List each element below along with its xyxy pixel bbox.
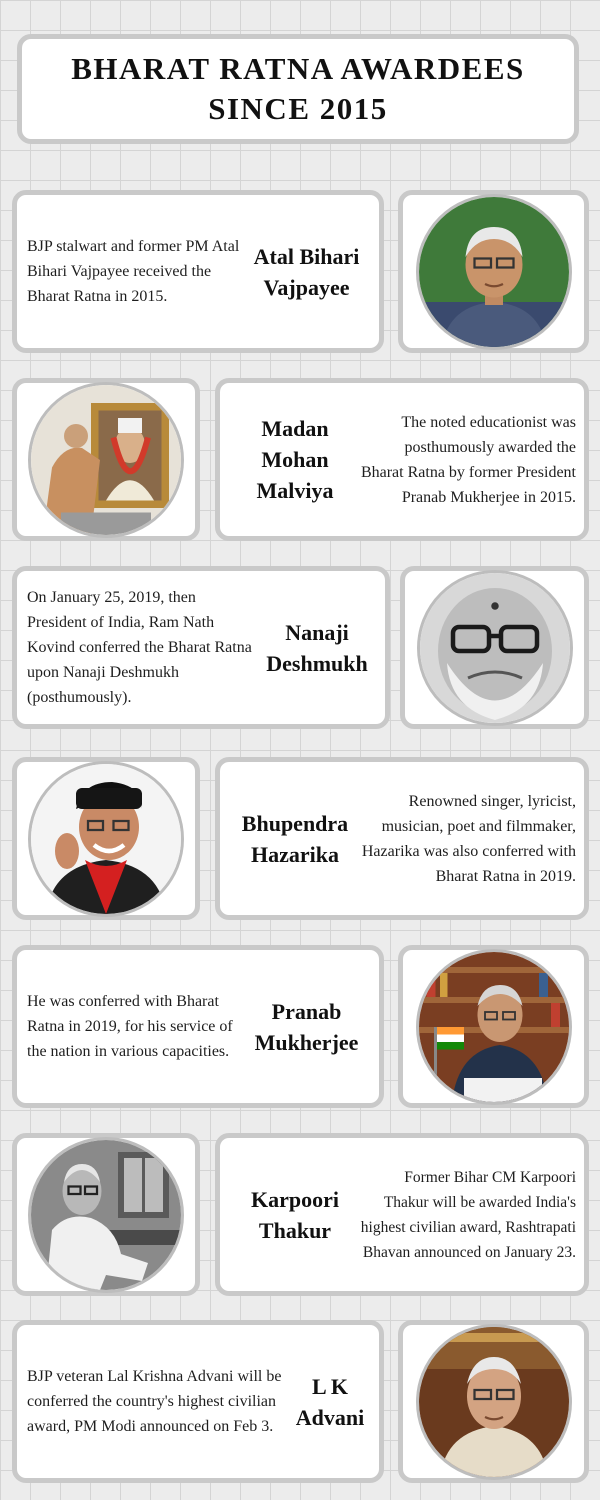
awardee-photo-card-vajpayee <box>398 190 589 353</box>
awardee-name: Atal Bihari Vajpayee <box>253 243 360 300</box>
awardee-photo-card-thakur <box>12 1133 200 1296</box>
portrait-photo-icon <box>416 949 572 1105</box>
awardee-card-thakur <box>215 1133 589 1296</box>
portrait-photo-icon <box>416 1324 572 1480</box>
portrait-photo-icon <box>28 1137 184 1293</box>
awardee-photo-card-hazarika <box>12 757 200 920</box>
portrait-photo-icon <box>28 382 184 538</box>
portrait-photo-icon <box>417 570 573 726</box>
awardee-name: L K Advani <box>295 1373 365 1430</box>
portrait-photo-icon <box>416 194 572 350</box>
awardee-card-malviya <box>215 378 589 541</box>
awardee-description: Former Bihar CM Karpoori Thakur will be awarded India's highest civilian award, Rashtrapati Bhavan announced on January 23. <box>360 1168 576 1261</box>
awardee-card-advani <box>12 1320 384 1483</box>
awardee-card-hazarika <box>215 757 589 920</box>
title-line-2: SINCE 2015 <box>208 91 388 126</box>
awardee-card-mukherjee <box>12 945 384 1108</box>
awardee-description: The noted educationist was posthumously awarded the Bharat Ratna by former President Pranab Mukherjee in 2015. <box>360 413 576 506</box>
portrait-photo-icon <box>28 761 184 917</box>
awardee-name: Bhupendra Hazarika <box>241 810 349 867</box>
page-title <box>71 49 525 129</box>
awardee-name: Madan Mohan Malviya <box>256 416 334 503</box>
awardee-description: Renowned singer, lyricist, musician, poet and filmmaker, Hazarika was also conferred with Bharat Ratna in 2019. <box>361 792 576 885</box>
title-card <box>17 34 579 144</box>
awardee-photo-card-mukherjee <box>398 945 589 1108</box>
awardee-card-deshmukh <box>12 566 390 729</box>
awardee-description: BJP stalwart and former PM Atal Bihari Vajpayee received the Bharat Ratna in 2015. <box>27 238 240 305</box>
title-line-1: BHARAT RATNA AWARDEES <box>71 51 525 86</box>
awardee-name: Nanaji Deshmukh <box>266 619 368 676</box>
awardee-photo-card-deshmukh <box>400 566 589 729</box>
awardee-name: Pranab Mukherjee <box>254 998 359 1055</box>
awardee-description: BJP veteran Lal Krishna Advani will be conferred the country's highest civilian award, PM Modi announced on Feb 3. <box>27 1368 282 1435</box>
awardee-photo-card-malviya <box>12 378 200 541</box>
awardee-description: On January 25, 2019, then President of India, Ram Nath Kovind conferred the Bharat Ratna upon Nanaji Deshmukh (posthumously). <box>27 589 252 706</box>
awardee-name: Karpoori Thakur <box>251 1186 339 1243</box>
awardee-photo-card-advani <box>398 1320 589 1483</box>
awardee-card-vajpayee <box>12 190 384 353</box>
awardee-description: He was conferred with Bharat Ratna in 2019, for his service of the nation in various capacities. <box>27 993 233 1060</box>
